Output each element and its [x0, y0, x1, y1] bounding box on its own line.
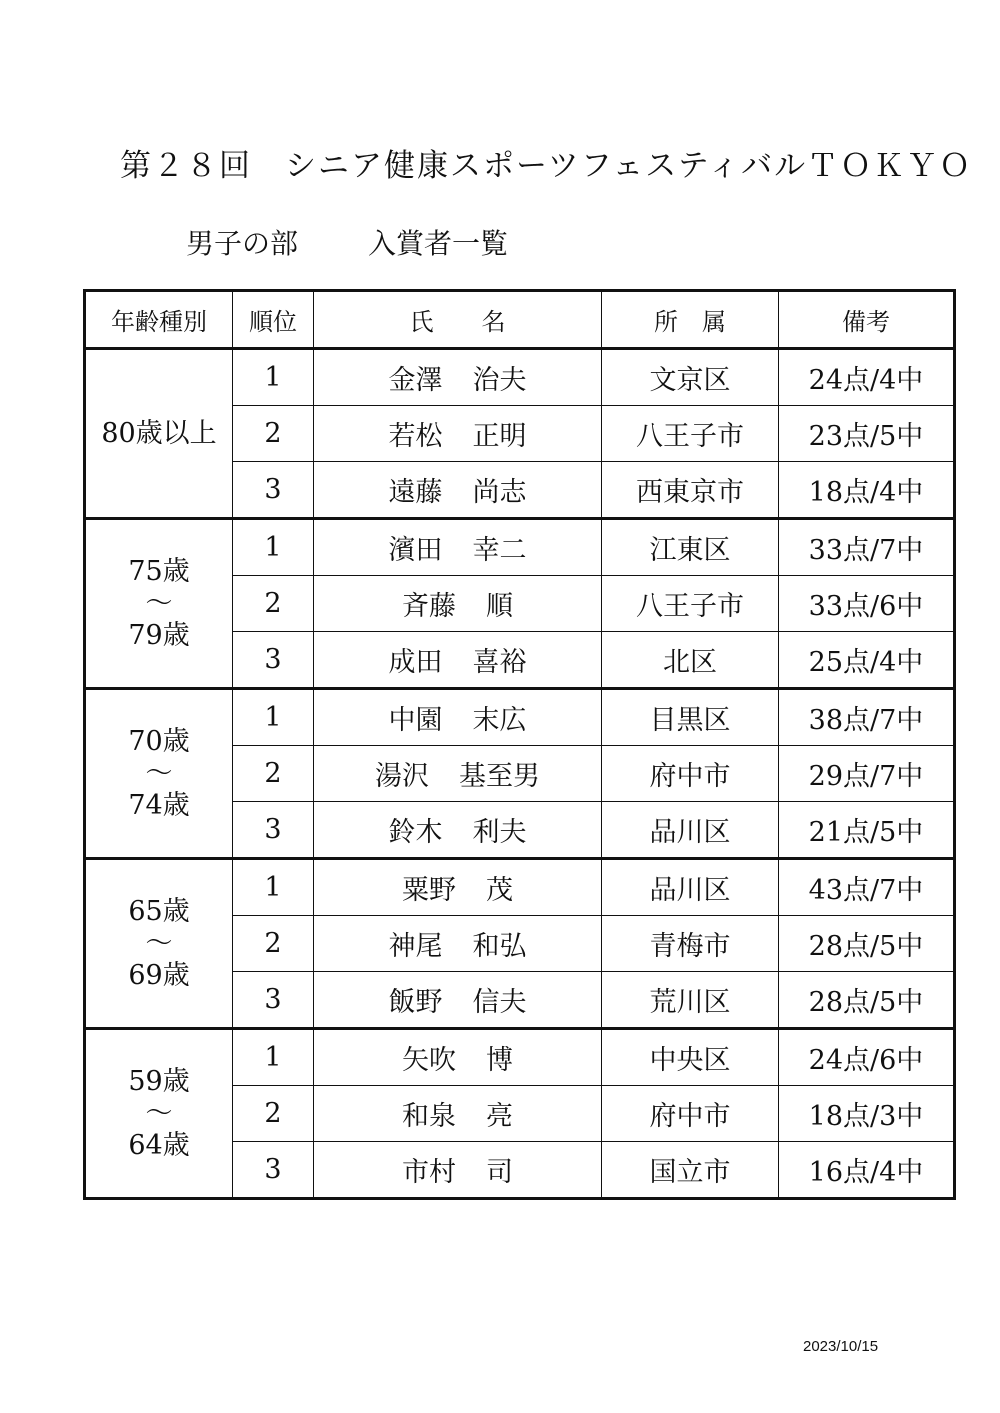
- notes-cell: 18点/3中: [779, 1086, 955, 1142]
- notes-cell: 29点/7中: [779, 746, 955, 802]
- affiliation-cell: 府中市: [602, 1086, 779, 1142]
- age-category-line: 65歳: [128, 895, 190, 927]
- age-category-cell: [85, 349, 233, 519]
- table-row: [85, 859, 955, 916]
- header-name: 氏 名: [314, 291, 602, 349]
- header-notes: 備考: [779, 291, 955, 349]
- notes-cell: 25点/4中: [779, 632, 955, 689]
- given-name: 基至男: [459, 761, 540, 792]
- notes-cell: 21点/5中: [779, 802, 955, 859]
- given-name: 茂: [486, 875, 513, 906]
- given-name: 順: [486, 591, 513, 622]
- header-affiliation: 所 属: [602, 291, 779, 349]
- rank-cell: 3: [233, 1142, 314, 1199]
- affiliation-cell: 西東京市: [602, 462, 779, 519]
- age-category-line: ～: [145, 757, 173, 789]
- given-name: 博: [486, 1045, 513, 1076]
- age-category-cell: [85, 1029, 233, 1199]
- table-row: [85, 1029, 955, 1086]
- affiliation-cell: 中央区: [602, 1029, 779, 1086]
- notes-cell: 28点/5中: [779, 916, 955, 972]
- family-name: 矢吹: [402, 1045, 456, 1076]
- age-category-line: 79歳: [128, 619, 190, 651]
- affiliation-cell: 荒川区: [602, 972, 779, 1029]
- table-row: [85, 689, 955, 746]
- name-cell: [314, 1029, 602, 1086]
- family-name: 成田: [388, 647, 443, 678]
- affiliation-cell: 目黒区: [602, 689, 779, 746]
- given-name: 信夫: [472, 987, 527, 1018]
- rank-cell: 3: [233, 802, 314, 859]
- age-category-line: 80歳以上: [101, 417, 217, 449]
- name-cell: [314, 1142, 602, 1199]
- rank-cell: 3: [233, 632, 314, 689]
- family-name: 和泉: [402, 1101, 456, 1132]
- table-row: [85, 349, 955, 406]
- family-name: 若松: [388, 421, 443, 452]
- age-category-line: 75歳: [128, 555, 190, 587]
- given-name: 喜裕: [472, 647, 527, 678]
- affiliation-cell: 府中市: [602, 746, 779, 802]
- given-name: 司: [486, 1157, 513, 1188]
- rank-cell: 2: [233, 916, 314, 972]
- rank-cell: 1: [233, 859, 314, 916]
- affiliation-cell: 文京区: [602, 349, 779, 406]
- age-category-line: 59歳: [128, 1065, 190, 1097]
- affiliation-cell: 八王子市: [602, 576, 779, 632]
- name-cell: [314, 576, 602, 632]
- age-category-line: ～: [145, 1097, 173, 1129]
- name-cell: [314, 972, 602, 1029]
- given-name: 正明: [472, 421, 527, 452]
- given-name: 幸二: [472, 535, 527, 566]
- family-name: 斉藤: [402, 591, 456, 622]
- family-name: 神尾: [388, 931, 443, 962]
- age-category-line: ～: [145, 587, 173, 619]
- affiliation-cell: 北区: [602, 632, 779, 689]
- given-name: 和弘: [472, 931, 527, 962]
- affiliation-cell: 国立市: [602, 1142, 779, 1199]
- age-category-line: ～: [145, 927, 173, 959]
- notes-cell: 16点/4中: [779, 1142, 955, 1199]
- affiliation-cell: 八王子市: [602, 406, 779, 462]
- given-name: 治夫: [472, 365, 527, 396]
- name-cell: [314, 746, 602, 802]
- rank-cell: 2: [233, 746, 314, 802]
- family-name: 粟野: [402, 875, 456, 906]
- affiliation-cell: 青梅市: [602, 916, 779, 972]
- notes-cell: 33点/6中: [779, 576, 955, 632]
- rank-cell: 2: [233, 406, 314, 462]
- rank-cell: 2: [233, 1086, 314, 1142]
- name-cell: [314, 689, 602, 746]
- rank-cell: 3: [233, 972, 314, 1029]
- header-age-category: 年齢種別: [85, 291, 233, 349]
- family-name: 遠藤: [388, 477, 443, 508]
- notes-cell: 38点/7中: [779, 689, 955, 746]
- notes-cell: 23点/5中: [779, 406, 955, 462]
- given-name: 亮: [486, 1101, 513, 1132]
- name-cell: [314, 406, 602, 462]
- rank-cell: 1: [233, 519, 314, 576]
- name-cell: [314, 1086, 602, 1142]
- document-date: 2023/10/15: [803, 1338, 879, 1355]
- name-cell: [314, 802, 602, 859]
- given-name: 末広: [472, 705, 527, 736]
- family-name: 濱田: [388, 535, 443, 566]
- given-name: 尚志: [472, 477, 527, 508]
- table-header-row: [85, 291, 955, 349]
- affiliation-cell: 品川区: [602, 802, 779, 859]
- results-body: [85, 349, 955, 1199]
- family-name: 市村: [402, 1157, 456, 1188]
- given-name: 利夫: [472, 817, 527, 848]
- family-name: 金澤: [388, 365, 443, 396]
- rank-cell: 3: [233, 462, 314, 519]
- age-category-cell: [85, 519, 233, 689]
- notes-cell: 24点/4中: [779, 349, 955, 406]
- page-title: 第２８回 シニア健康スポーツフェスティバルＴＯＫＹＯ: [120, 148, 973, 184]
- notes-cell: 24点/6中: [779, 1029, 955, 1086]
- header-rank: 順位: [233, 291, 314, 349]
- age-category-line: 70歳: [128, 725, 190, 757]
- list-heading: 入賞者一覧: [368, 227, 509, 260]
- table-row: [85, 519, 955, 576]
- age-category-line: 69歳: [128, 959, 190, 991]
- name-cell: [314, 916, 602, 972]
- affiliation-cell: 江東区: [602, 519, 779, 576]
- name-cell: [314, 519, 602, 576]
- results-table: [83, 289, 956, 1200]
- notes-cell: 28点/5中: [779, 972, 955, 1029]
- affiliation-cell: 品川区: [602, 859, 779, 916]
- age-category-cell: [85, 689, 233, 859]
- age-category-line: 74歳: [128, 789, 190, 821]
- page-subtitle: [186, 222, 508, 262]
- family-name: 湯沢: [375, 761, 429, 792]
- notes-cell: 43点/7中: [779, 859, 955, 916]
- name-cell: [314, 462, 602, 519]
- rank-cell: 2: [233, 576, 314, 632]
- age-category-cell: [85, 859, 233, 1029]
- notes-cell: 18点/4中: [779, 462, 955, 519]
- age-category-line: 64歳: [128, 1129, 190, 1161]
- family-name: 中園: [388, 705, 443, 736]
- notes-cell: 33点/7中: [779, 519, 955, 576]
- name-cell: [314, 632, 602, 689]
- rank-cell: 1: [233, 349, 314, 406]
- rank-cell: 1: [233, 1029, 314, 1086]
- name-cell: [314, 349, 602, 406]
- name-cell: [314, 859, 602, 916]
- family-name: 飯野: [388, 987, 443, 1018]
- rank-cell: 1: [233, 689, 314, 746]
- family-name: 鈴木: [388, 817, 443, 848]
- division-label: 男子の部: [186, 227, 299, 260]
